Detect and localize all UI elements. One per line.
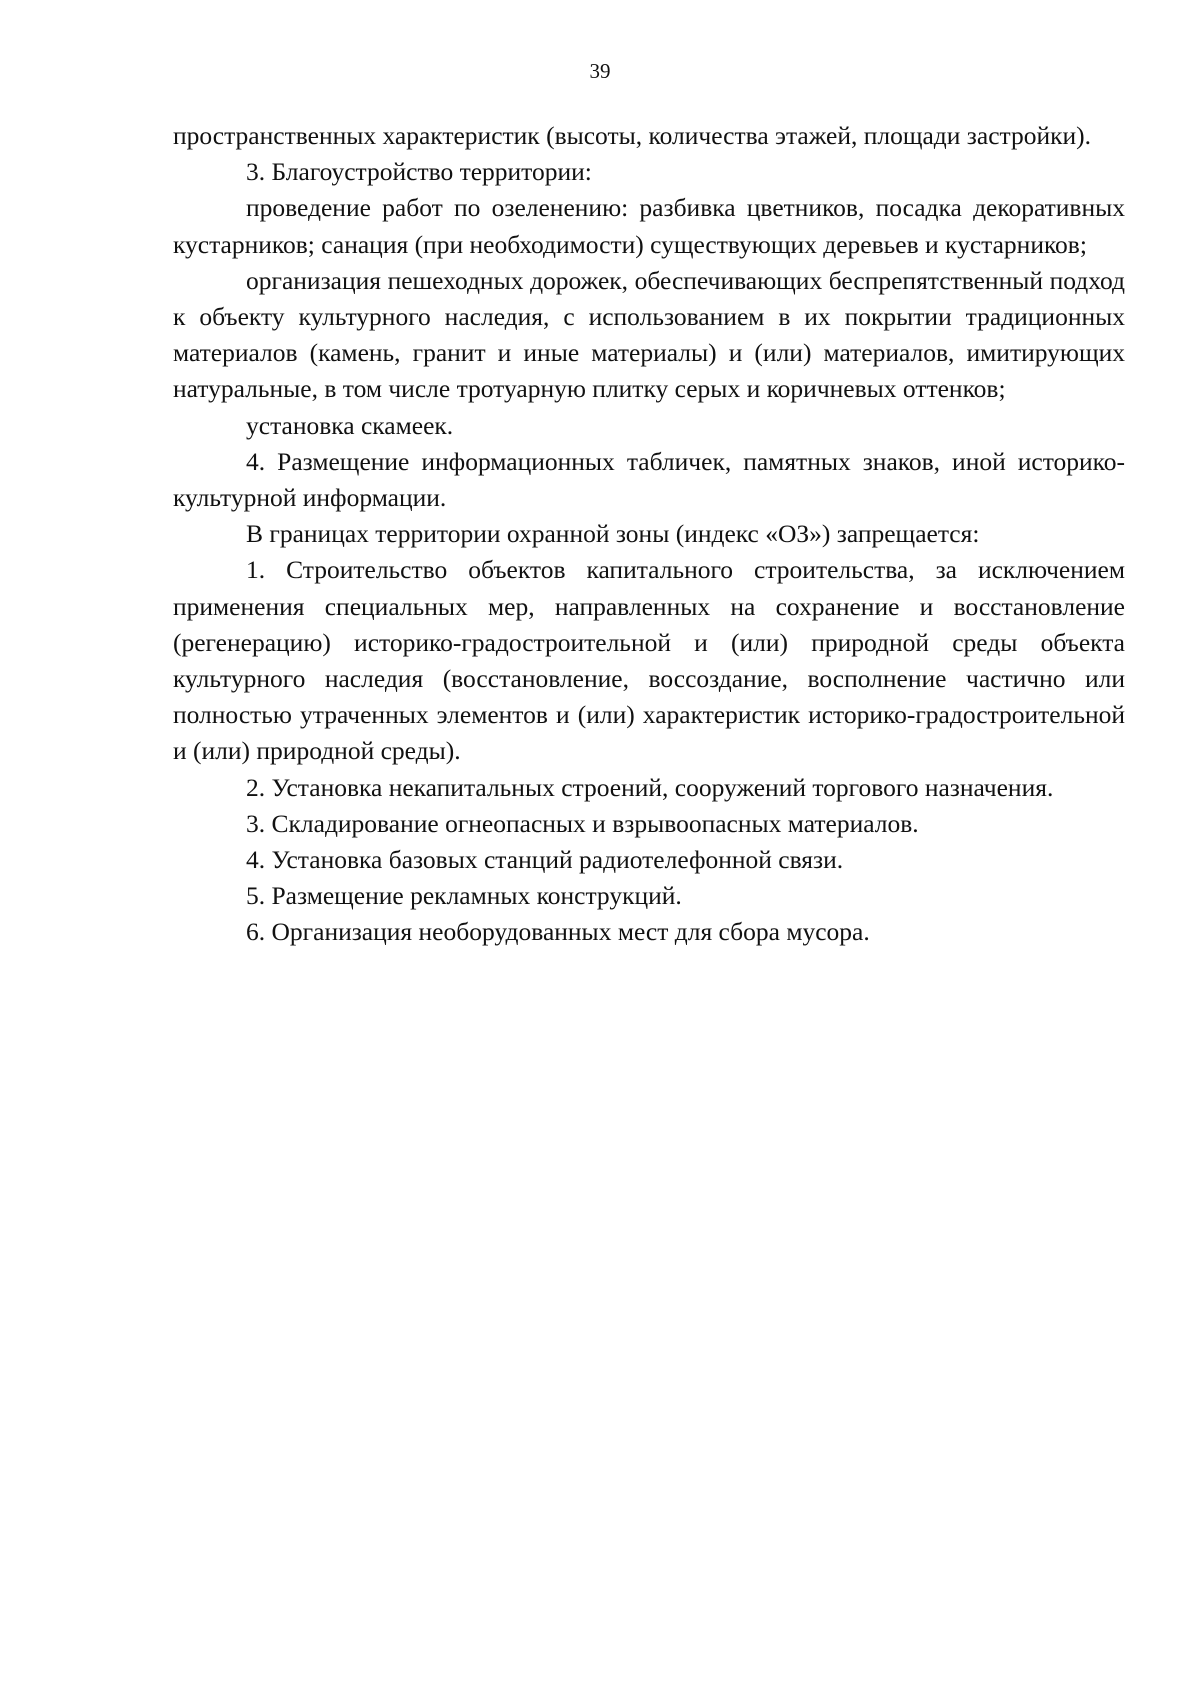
list-item-base-stations: 4. Установка базовых станций радиотелефонной связи.: [246, 845, 844, 875]
page-number: 39: [589, 59, 611, 83]
list-item-construction: 1. Строительство объектов капитального строительства, за исключением применения специальных мер, направленных на сохранение и восстановление (регенерацию) историко-градостроительной и (или) природной среды объекта культурного наследия (восстановление, воссоздание, восполнение частично или полностью утраченных элементов и (или) характеристик историко-градостроительной и (или) природной среды).: [173, 555, 1125, 766]
paragraph-greening: проведение работ по озеленению: разбивка цветников, посадка декоративных кустарников; санация (при необходимости) существующих деревьев и кустарников;: [173, 193, 1125, 259]
list-item-hazardous-storage: 3. Складирование огнеопасных и взрывоопасных материалов.: [246, 808, 919, 838]
paragraph-landscaping-heading: 3. Благоустройство территории:: [246, 157, 592, 187]
paragraph-walkways: организация пешеходных дорожек, обеспечивающих беспрепятственный подход к объекту культурного наследия, с использованием в их покрытии традиционных материалов (камень, гранит и иные материалы) и (или) материалов, имитирующих натуральные, в том числе тротуарную плитку серых и коричневых оттенков;: [173, 265, 1125, 404]
list-item-advertising: 5. Размещение рекламных конструкций.: [246, 881, 682, 911]
paragraph-protection-zone-heading: В границах территории охранной зоны (индекс «ОЗ») запрещается:: [246, 519, 980, 549]
paragraph-continuation: пространственных характеристик (высоты, количества этажей, площади застройки).: [173, 121, 1092, 150]
list-item-waste-sites: 6. Организация необорудованных мест для сбора мусора.: [246, 917, 870, 947]
paragraph-information-signs: 4. Размещение информационных табличек, памятных знаков, иной историко-культурной информации.: [173, 446, 1125, 513]
list-item-temporary-structures: 2. Установка некапитальных строений, сооружений торгового назначения.: [246, 772, 1054, 802]
document-body: [173, 118, 1125, 951]
paragraph-benches: установка скамеек.: [246, 410, 454, 440]
